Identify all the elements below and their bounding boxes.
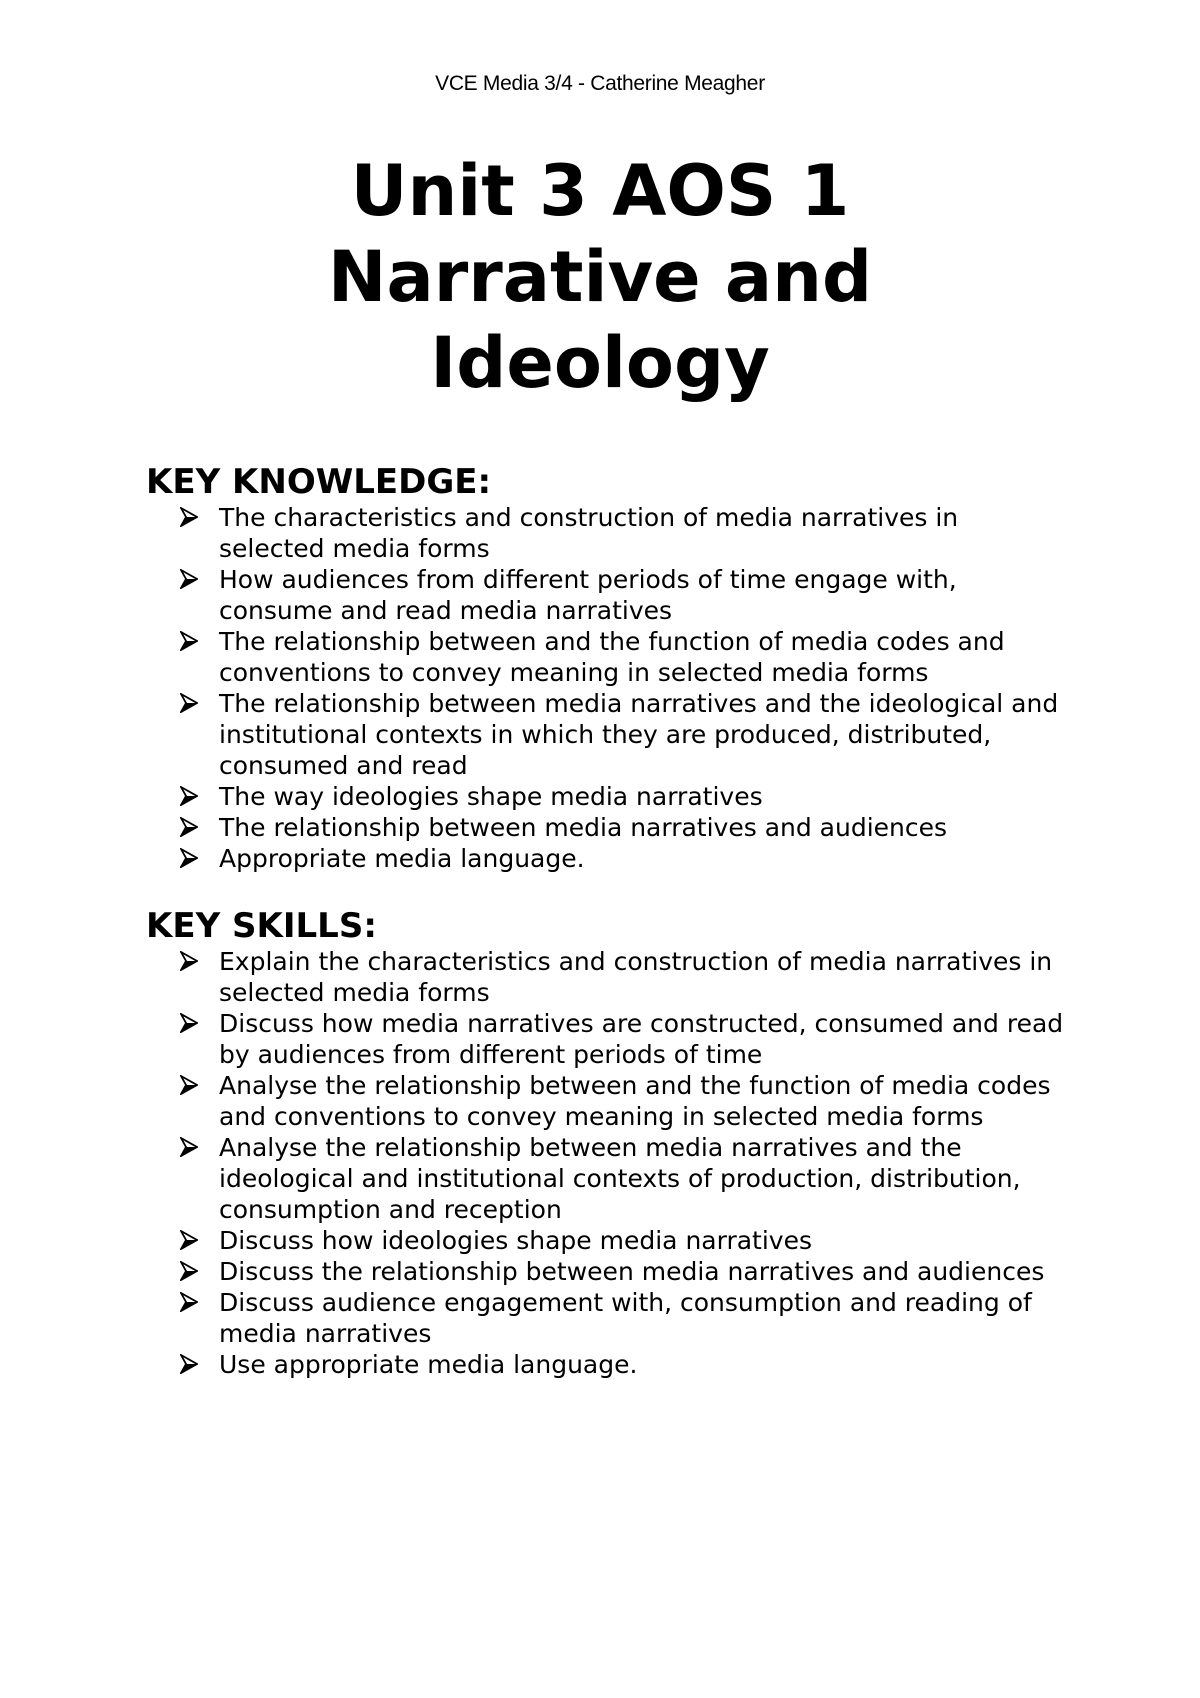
- list-item: [146, 1256, 1066, 1287]
- list-item-text: Explain the characteristics and construction of media narratives in selected media forms: [219, 947, 1053, 1007]
- arrowhead-bullet-icon: [180, 1013, 198, 1033]
- list-item: [146, 1349, 1066, 1380]
- list-item: [146, 502, 1066, 564]
- arrowhead-bullet-icon: [180, 817, 198, 837]
- arrowhead-bullet-icon: [180, 507, 198, 527]
- list-item-text: Discuss audience engagement with, consumption and reading of media narratives: [219, 1288, 1032, 1348]
- list-item: [146, 688, 1066, 781]
- key-knowledge-list: [146, 502, 1066, 874]
- list-item-text: Analyse the relationship between media narratives and the ideological and institutional contexts of production, distribution, consumption and reception: [219, 1133, 1021, 1224]
- list-item-text: How audiences from different periods of time engage with, consume and read media narratives: [219, 565, 957, 625]
- title-line-1: Unit 3 AOS 1: [350, 150, 850, 232]
- list-item: [146, 1287, 1066, 1349]
- key-knowledge-section: [146, 462, 1066, 874]
- title-line-3: Ideology: [430, 322, 770, 404]
- list-item-text: Discuss the relationship between media narratives and audiences: [219, 1257, 1045, 1286]
- arrowhead-bullet-icon: [180, 631, 198, 651]
- list-item-text: Analyse the relationship between and the function of media codes and conventions to convey meaning in selected media forms: [219, 1071, 1051, 1131]
- list-item-text: The relationship between media narratives and audiences: [219, 813, 948, 842]
- arrowhead-bullet-icon: [180, 1292, 198, 1312]
- list-item-text: The relationship between media narratives and the ideological and institutional contexts in which they are produced, distributed, consumed and read: [219, 689, 1059, 780]
- list-item-text: The relationship between and the function of media codes and conventions to convey meaning in selected media forms: [219, 627, 1005, 687]
- list-item: [146, 1070, 1066, 1132]
- list-item: [146, 781, 1066, 812]
- list-item-text: The characteristics and construction of media narratives in selected media forms: [219, 503, 959, 563]
- arrowhead-bullet-icon: [180, 848, 198, 868]
- arrowhead-bullet-icon: [180, 569, 198, 589]
- list-item-text: Use appropriate media language.: [219, 1350, 638, 1379]
- list-item: [146, 946, 1066, 1008]
- running-header: VCE Media 3/4 - Catherine Meagher: [435, 72, 765, 95]
- list-item-text: Discuss how media narratives are constructed, consumed and read by audiences from different periods of time: [219, 1009, 1064, 1069]
- arrowhead-bullet-icon: [180, 951, 198, 971]
- list-item: [146, 1225, 1066, 1256]
- key-skills-section: [146, 906, 1066, 1380]
- page-title: [0, 148, 1200, 406]
- arrowhead-bullet-icon: [180, 1261, 198, 1281]
- list-item-text: Appropriate media language.: [219, 844, 585, 873]
- arrowhead-bullet-icon: [180, 1354, 198, 1374]
- arrowhead-bullet-icon: [180, 1137, 198, 1157]
- list-item-text: Discuss how ideologies shape media narratives: [219, 1226, 812, 1255]
- list-item: [146, 843, 1066, 874]
- list-item-text: The way ideologies shape media narratives: [219, 782, 763, 811]
- arrowhead-bullet-icon: [180, 1075, 198, 1095]
- list-item: [146, 1132, 1066, 1225]
- arrowhead-bullet-icon: [180, 1230, 198, 1250]
- arrowhead-bullet-icon: [180, 693, 198, 713]
- key-skills-heading: KEY SKILLS:: [146, 906, 377, 946]
- key-knowledge-heading: KEY KNOWLEDGE:: [146, 462, 492, 502]
- key-skills-list: [146, 946, 1066, 1380]
- title-line-2: Narrative and: [327, 236, 873, 318]
- list-item: [146, 1008, 1066, 1070]
- list-item: [146, 626, 1066, 688]
- list-item: [146, 564, 1066, 626]
- list-item: [146, 812, 1066, 843]
- arrowhead-bullet-icon: [180, 786, 198, 806]
